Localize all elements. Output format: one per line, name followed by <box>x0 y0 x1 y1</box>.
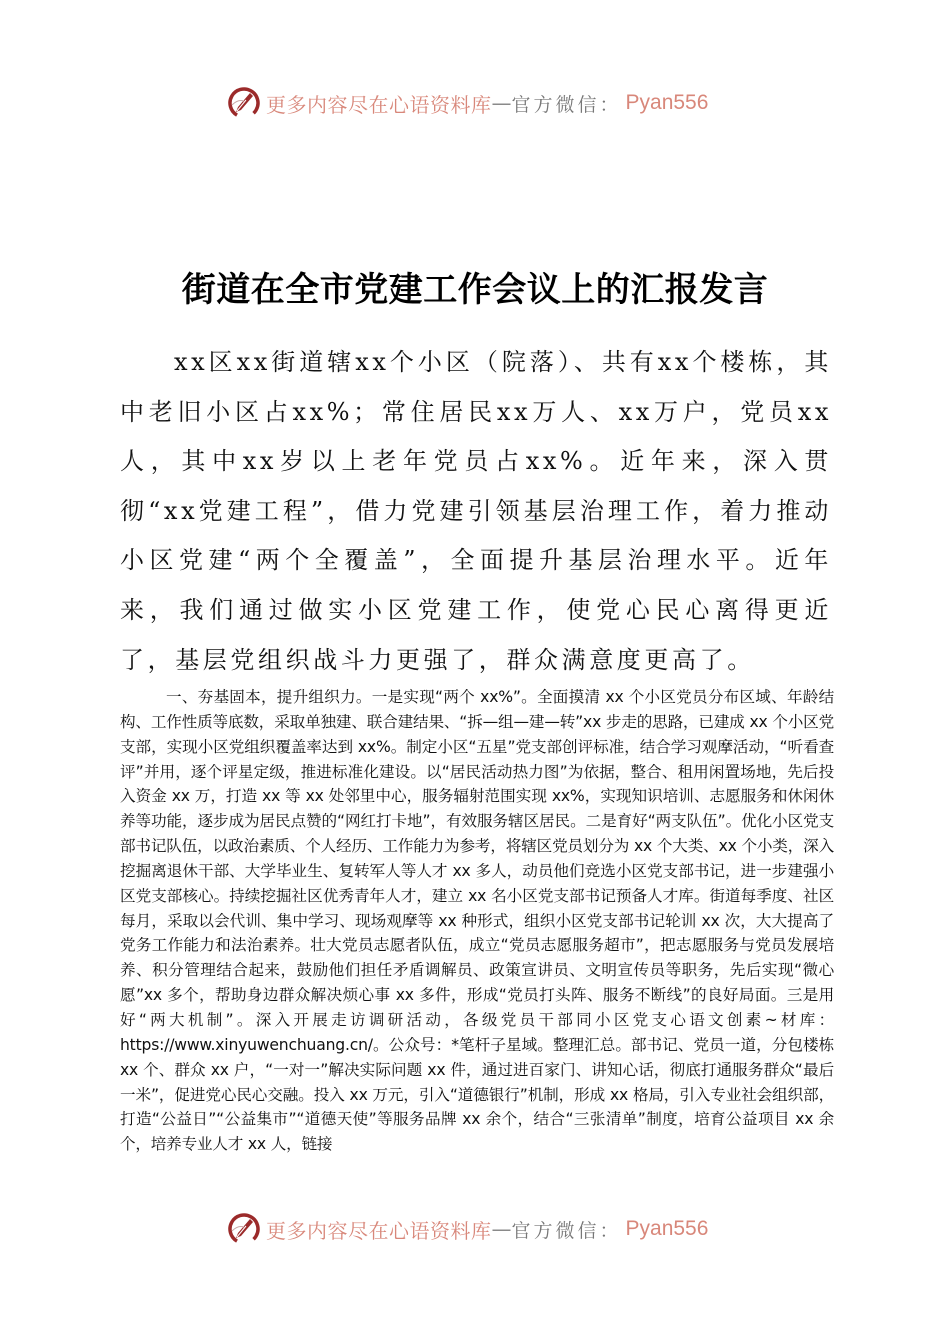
watermark-dash: — <box>491 1217 512 1241</box>
watermark-dash: — <box>491 91 512 115</box>
lead-paragraph: xx区xx街道辖xx个小区（院落）、共有xx个楼栋，其中老旧小区占xx%；常住居民xx万人、xx万户，党员xx人，其中xx岁以上老年党员占xx%。近年来，深入贯彻“xx党建工程”，借力党建引领基层治理工作，着力推动小区党建“两个全覆盖”，全面提升基层治理水平。近年来，我们通过做实小区党建工作，使党心民心离得更近了，基层党组织战斗力更强了，群众满意度更高了。 <box>120 348 832 674</box>
footer-watermark <box>226 1209 726 1249</box>
quill-pen-logo-icon <box>226 85 262 121</box>
watermark-label: 官方微信： <box>511 93 622 116</box>
watermark-site-text: 更多内容尽在心语资料库 <box>266 1218 492 1243</box>
watermark-wechat-id: Pyan556 <box>625 91 709 114</box>
body-paragraph: 一、夯基固本，提升组织力。一是实现“两个 xx%”。全面摸清 xx 个小区党员分布区域、年龄结构、工作性质等底数，采取单独建、联合建结果、“拆—组—建—转”xx 步走的思路，已建成 xx 个小区党支部，实现小区党组织覆盖率达到 xx%。制定小区“五星”党支部创评标准，结合学习观摩活动，“听看查评”并用，逐个评星定级，推进标准化建设。以“居民活动热力图”为依据，整合、租用闲置场地，先后投入资金 xx 万，打造 xx 等 xx 处邻里中心，服务辐射范围实现 xx%，实现知识培训、志愿服务和休闲休养等功能，逐步成为居民点赞的“网红打卡地”，有效服务辖区居民。二是育好“两支队伍”。优化小区党支部书记队伍，以政治素质、个人经历、工作能力为参考，将辖区党员划分为 xx 个大类、xx 个小类，深入挖掘离退休干部、大学毕业生、复转军人等人才 xx 多人，动员他们竞选小区党支部书记，进一步建强小区党支部核心。持续挖掘社区优秀青年人才，建立 xx 名小区党支部书记预备人才库。街道每季度、社区每月，采取以会代训、集中学习、现场观摩等 xx 种形式，组织小区党支部书记轮训 xx 次，大大提高了党务工作能力和法治素养。壮大党员志愿者队伍，成立“党员志愿服务超市”，把志愿服务与党员发展培养、积分管理结合起来，鼓励他们担任矛盾调解员、政策宣讲员、文明宣传员等职务，先后实现“微心愿”xx 多个，帮助身边群众解决烦心事 xx 多件，形成“党员打头阵、服务不断线”的良好局面。三是用好“两大机制”。深入开展走访调研活动，各级党员干部同小区党支心语文创素~材库：https://www.xinyuwenchuang.cn/。公众号：*笔杆子星域。整理汇总。部书记、党员一道，分包楼栋 xx 个、群众 xx 户，“一对一”解决实际问题 xx 件，通过进百家门、讲知心话，彻底打通服务群众“最后一米”，促进党心民心交融。投入 xx 万元，引入“道德银行”机制，形成 xx 格局，引入专业社会组织部，打造“公益日”“公益集市”“道德天使”等服务品牌 xx 余个，结合“三张清单”制度，培育公益项目 xx 余个，培养专业人才 xx 人，链接 <box>120 688 834 1154</box>
quill-pen-logo-icon <box>226 1211 262 1247</box>
header-watermark <box>226 83 726 123</box>
watermark-wechat-id: Pyan556 <box>625 1217 709 1240</box>
watermark-site-text: 更多内容尽在心语资料库 <box>266 92 492 117</box>
document-title: 街道在全市党建工作会议上的汇报发言 <box>181 270 769 310</box>
watermark-label: 官方微信： <box>511 1219 622 1242</box>
